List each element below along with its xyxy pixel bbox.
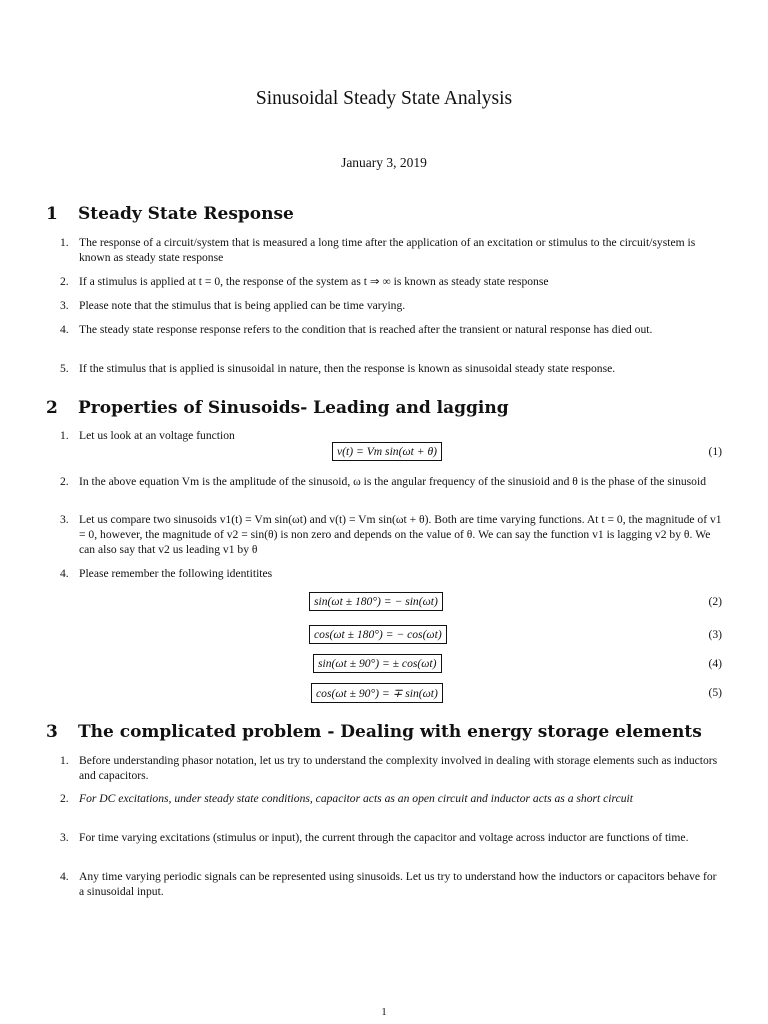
item-text: If a stimulus is applied at t = 0, the response of the system as t ⇒ ∞ is known as steady state response — [79, 275, 549, 288]
item-text: In the above equation Vm is the amplitude of the sinusoid, ω is the angular frequency of the sinusioid and θ is the phase of the sinusoid — [79, 475, 706, 488]
equation-number: (1) — [708, 445, 722, 458]
item-number: 1. — [60, 754, 69, 767]
section-title: Properties of Sinusoids- Leading and lagging — [78, 398, 509, 418]
equation-number: (2) — [708, 595, 722, 608]
equation-number: (4) — [708, 657, 722, 670]
item-number: 1. — [60, 429, 69, 442]
document-title: Sinusoidal Steady State Analysis — [255, 88, 513, 109]
equation-number: (3) — [708, 628, 722, 641]
list-item — [60, 512, 722, 557]
item-number: 2. — [60, 475, 69, 488]
item-text: Any time varying periodic signals can be represented using sinusoids. Let us try to understand how the inductors or capacitors behave for a sinusoidal input. — [79, 870, 717, 898]
list-item — [60, 274, 722, 289]
section-title: Steady State Response — [78, 204, 294, 224]
list-item — [60, 474, 722, 489]
item-text: For DC excitations, under steady state conditions, capacitor acts as an open circuit and inductor acts as a short circuit — [79, 792, 633, 805]
section-number: 2 — [46, 398, 58, 418]
list-item — [60, 428, 722, 443]
list-item — [60, 322, 722, 337]
list-item — [60, 361, 722, 376]
item-number: 4. — [60, 323, 69, 336]
equation-number: (5) — [708, 686, 722, 699]
section-heading — [46, 398, 509, 418]
item-text: Please note that the stimulus that is being applied can be time varying. — [79, 299, 406, 312]
section-number: 1 — [46, 204, 58, 224]
item-text: Let us look at an voltage function — [79, 429, 235, 442]
list-item — [60, 235, 722, 265]
page-number: 1 — [381, 1006, 387, 1018]
item-number: 2. — [60, 275, 69, 288]
list-item — [60, 566, 722, 581]
equation-box: v(t) = Vm sin(ωt + θ) — [332, 442, 442, 461]
item-number: 2. — [60, 792, 69, 805]
item-text: Please remember the following identitites — [79, 567, 273, 580]
item-number: 4. — [60, 870, 69, 883]
equation-box: sin(ωt ± 90°) = ± cos(ωt) — [313, 654, 442, 673]
item-text: For time varying excitations (stimulus or input), the current through the capacitor and voltage across inductor are functions of time. — [79, 831, 689, 844]
item-number: 3. — [60, 513, 69, 526]
item-number: 1. — [60, 236, 69, 249]
list-item — [60, 753, 722, 783]
item-number: 3. — [60, 299, 69, 312]
section-title: The complicated problem - Dealing with energy storage elements — [78, 722, 702, 742]
equation-box: cos(ωt ± 180°) = − cos(ωt) — [309, 625, 447, 644]
equation-box: sin(ωt ± 180°) = − sin(ωt) — [309, 592, 443, 611]
item-number: 5. — [60, 362, 69, 375]
list-item — [60, 791, 722, 806]
item-text: The steady state response response refers to the condition that is reached after the transient or natural response has died out. — [79, 323, 653, 336]
equation-box: cos(ωt ± 90°) = ∓ sin(ωt) — [311, 683, 443, 703]
list-item — [60, 830, 722, 845]
document-date: January 3, 2019 — [341, 155, 427, 170]
item-number: 4. — [60, 567, 69, 580]
section-heading — [46, 722, 702, 742]
item-text: If the stimulus that is applied is sinusoidal in nature, then the response is known as sinusoidal steady state response. — [79, 362, 616, 375]
item-text: The response of a circuit/system that is measured a long time after the application of an excitation or stimulus to the circuit/system is known as steady state response — [79, 236, 696, 264]
section-heading — [46, 204, 294, 224]
item-text: Before understanding phasor notation, let us try to understand the complexity involved in dealing with storage elements such as inductors and capacitors. — [79, 754, 718, 782]
item-text: Let us compare two sinusoids v1(t) = Vm sin(ωt) and v(t) = Vm sin(ωt + θ). Both are time varying functions. At t = 0, the magnitude of v1 = 0, however, the magnitude of v2 = sin(θ) is non zero and depends on the value of θ. We can say the function v1 is lagging v2 by θ. We can also say that v2 us leading v1 by θ — [79, 513, 722, 556]
list-item — [60, 298, 722, 313]
list-item — [60, 869, 722, 899]
section-number: 3 — [46, 722, 58, 742]
item-number: 3. — [60, 831, 69, 844]
